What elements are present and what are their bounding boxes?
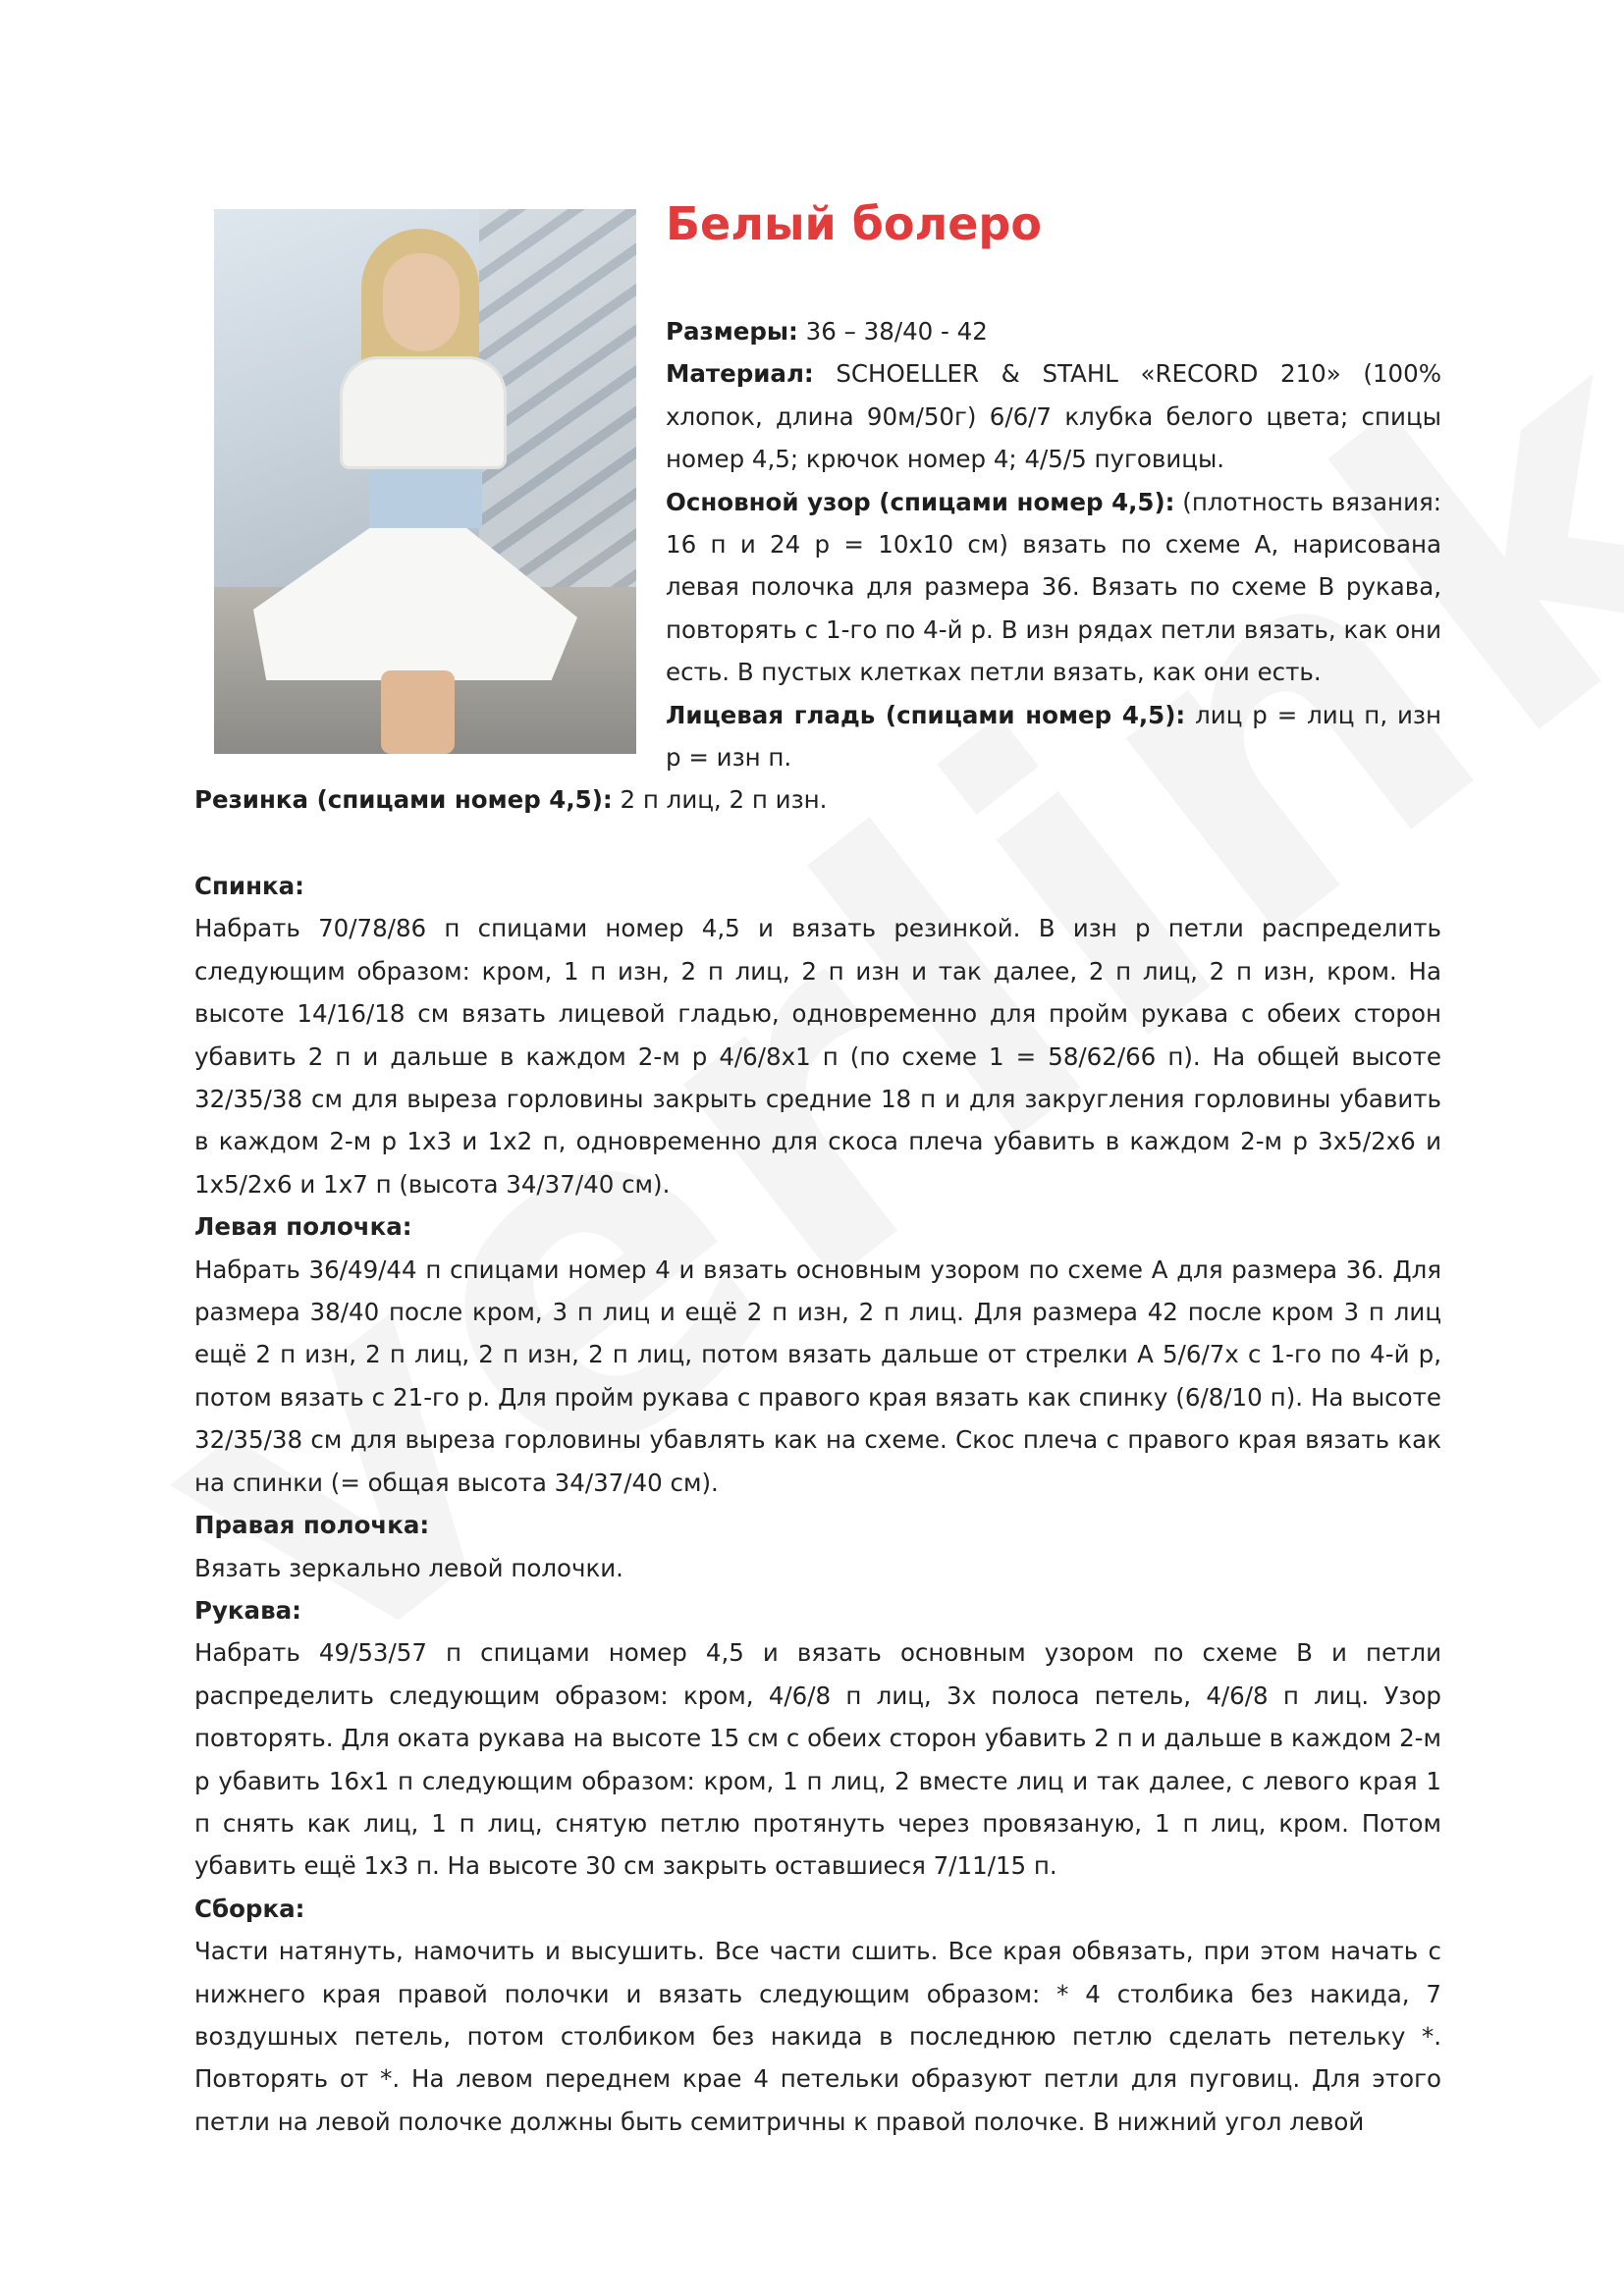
right-front-text: Вязать зеркально левой полочки.: [194, 1553, 623, 1582]
sleeves-text: Набрать 49/53/57 п спицами номер 4,5 и вязать основным узором по схеме В и петли распределить следующим образом: кром, 4/6/8 п лиц, 3x полоса петель, 4/6/8 п лиц. Узор повторять. Для оката рукава на высоте 15 см с обеих сторон убавить 2 п и дальше в каждом 2-м р убавить 16x1 п следующим образом: кром, 1 п лиц, 2 вместе лиц и так далее, с левого края 1 п снять как лиц, 1 п лиц, снятую петлю протянуть через провязаную, 1 п лиц, кром. Потом убавить ещё 1x3 п. На высоте 30 см закрыть оставшиеся 7/11/15 п.: [194, 1638, 1441, 1881]
rib-label: Резинка (спицами номер 4,5):: [194, 785, 613, 814]
photo-legs: [381, 670, 455, 754]
photo-bolero: [340, 356, 507, 469]
sizes-label: Размеры:: [666, 317, 798, 346]
stockinette-value: лиц р = лиц п, изн р = изн п.: [666, 700, 1441, 773]
rib-value: 2 п лиц, 2 п изн.: [612, 785, 828, 814]
pattern-label: Основной узор (спицами номер 4,5):: [666, 487, 1175, 516]
assembly-heading: Сборка:: [194, 1894, 305, 1923]
assembly-text: Части натянуть, намочить и высушить. Все части сшить. Все края обвязать, при этом начать с нижнего края правой полочки и вязать следующим образом: * 4 столбика без накида, 7 воздушных петель, потом столбиком без накида в последнюю петлю сделать петельку *. Повторять от *. На левом переднем крае 4 петельки образуют петли для пуговиц. Для этого петли на левой полочке должны быть семитричны к правой полочке. В нижний угол левой: [194, 1937, 1441, 2136]
back-heading: Спинка:: [194, 872, 304, 900]
sleeves-heading: Рукава:: [194, 1595, 301, 1625]
material-value: SCHOELLER & STAHL «RECORD 210» (100% хлопок, длина 90м/50г) 6/6/7 клубка белого цвета; спицы номер 4,5; крючок номер 4; 4/5/5 пуговицы.: [666, 359, 1441, 474]
back-text: Набрать 70/78/86 п спицами номер 4,5 и вязать резинкой. В изн р петли распределить следующим образом: кром, 1 п изн, 2 п лиц, 2 п изн и так далее, 2 п лиц, 2 п изн, кром. На высоте 14/16/18 см вязать лицевой гладью, одновременно для пройм рукава с обеих сторон убавить 2 п и дальше в каждом 2-м р 4/6/8x1 п (по схеме 1 = 58/62/66 п). На общей высоте 32/35/38 см для выреза горловины закрыть средние 18 п и для закругления горловины убавить в каждом 2-м р 1x3 и 1x2 п, одновременно для скоса плеча убавить в каждом 2-м р 3x5/2x6 и 1x5/2x6 и 1x7 п (высота 34/37/40 см).: [194, 914, 1441, 1199]
stockinette-label: Лицевая гладь (спицами номер 4,5):: [666, 700, 1186, 729]
sizes-value: 36 – 38/40 - 42: [797, 317, 988, 346]
photo-face: [383, 253, 460, 351]
material-label: Материал:: [666, 359, 814, 389]
model-photo: [214, 209, 636, 754]
pattern-value: (плотность вязания: 16 п и 24 р = 10x10 см) вязать по схеме А, нарисована левая полочка для размера 36. Вязать по схеме В рукава, повторять с 1-го по 4-й р. В изн рядах петли вязать, как они есть. В пустых клетках петли вязать, как они есть.: [666, 487, 1441, 687]
rib-line: [194, 778, 1441, 821]
right-front-heading: Правая полочка:: [194, 1511, 430, 1540]
left-front-heading: Левая полочка:: [194, 1212, 412, 1242]
specs-block: [666, 310, 1441, 778]
page-title: Белый болеро: [666, 197, 1042, 250]
left-front-text: Набрать 36/49/44 п спицами номер 4 и вязать основным узором по схеме А для размера 36. Для размера 38/40 после кром, 3 п лиц и ещё 2 п изн, 2 п лиц. Для размера 42 после кром 3 п лиц ещё 2 п изн, 2 п лиц, 2 п изн, 2 п лиц, потом вязать дальше от стрелки А 5/6/7x с 1-го по 4-й р, потом вязать с 21-го р. Для пройм рукава с правого края вязать как спинку (6/8/10 п). На высоте 32/35/38 см для выреза горловины убавлять как на схеме. Скос плеча с правого края вязать как на спинки (= общая высота 34/37/40 см).: [194, 1255, 1441, 1497]
instructions: [194, 865, 1441, 2143]
